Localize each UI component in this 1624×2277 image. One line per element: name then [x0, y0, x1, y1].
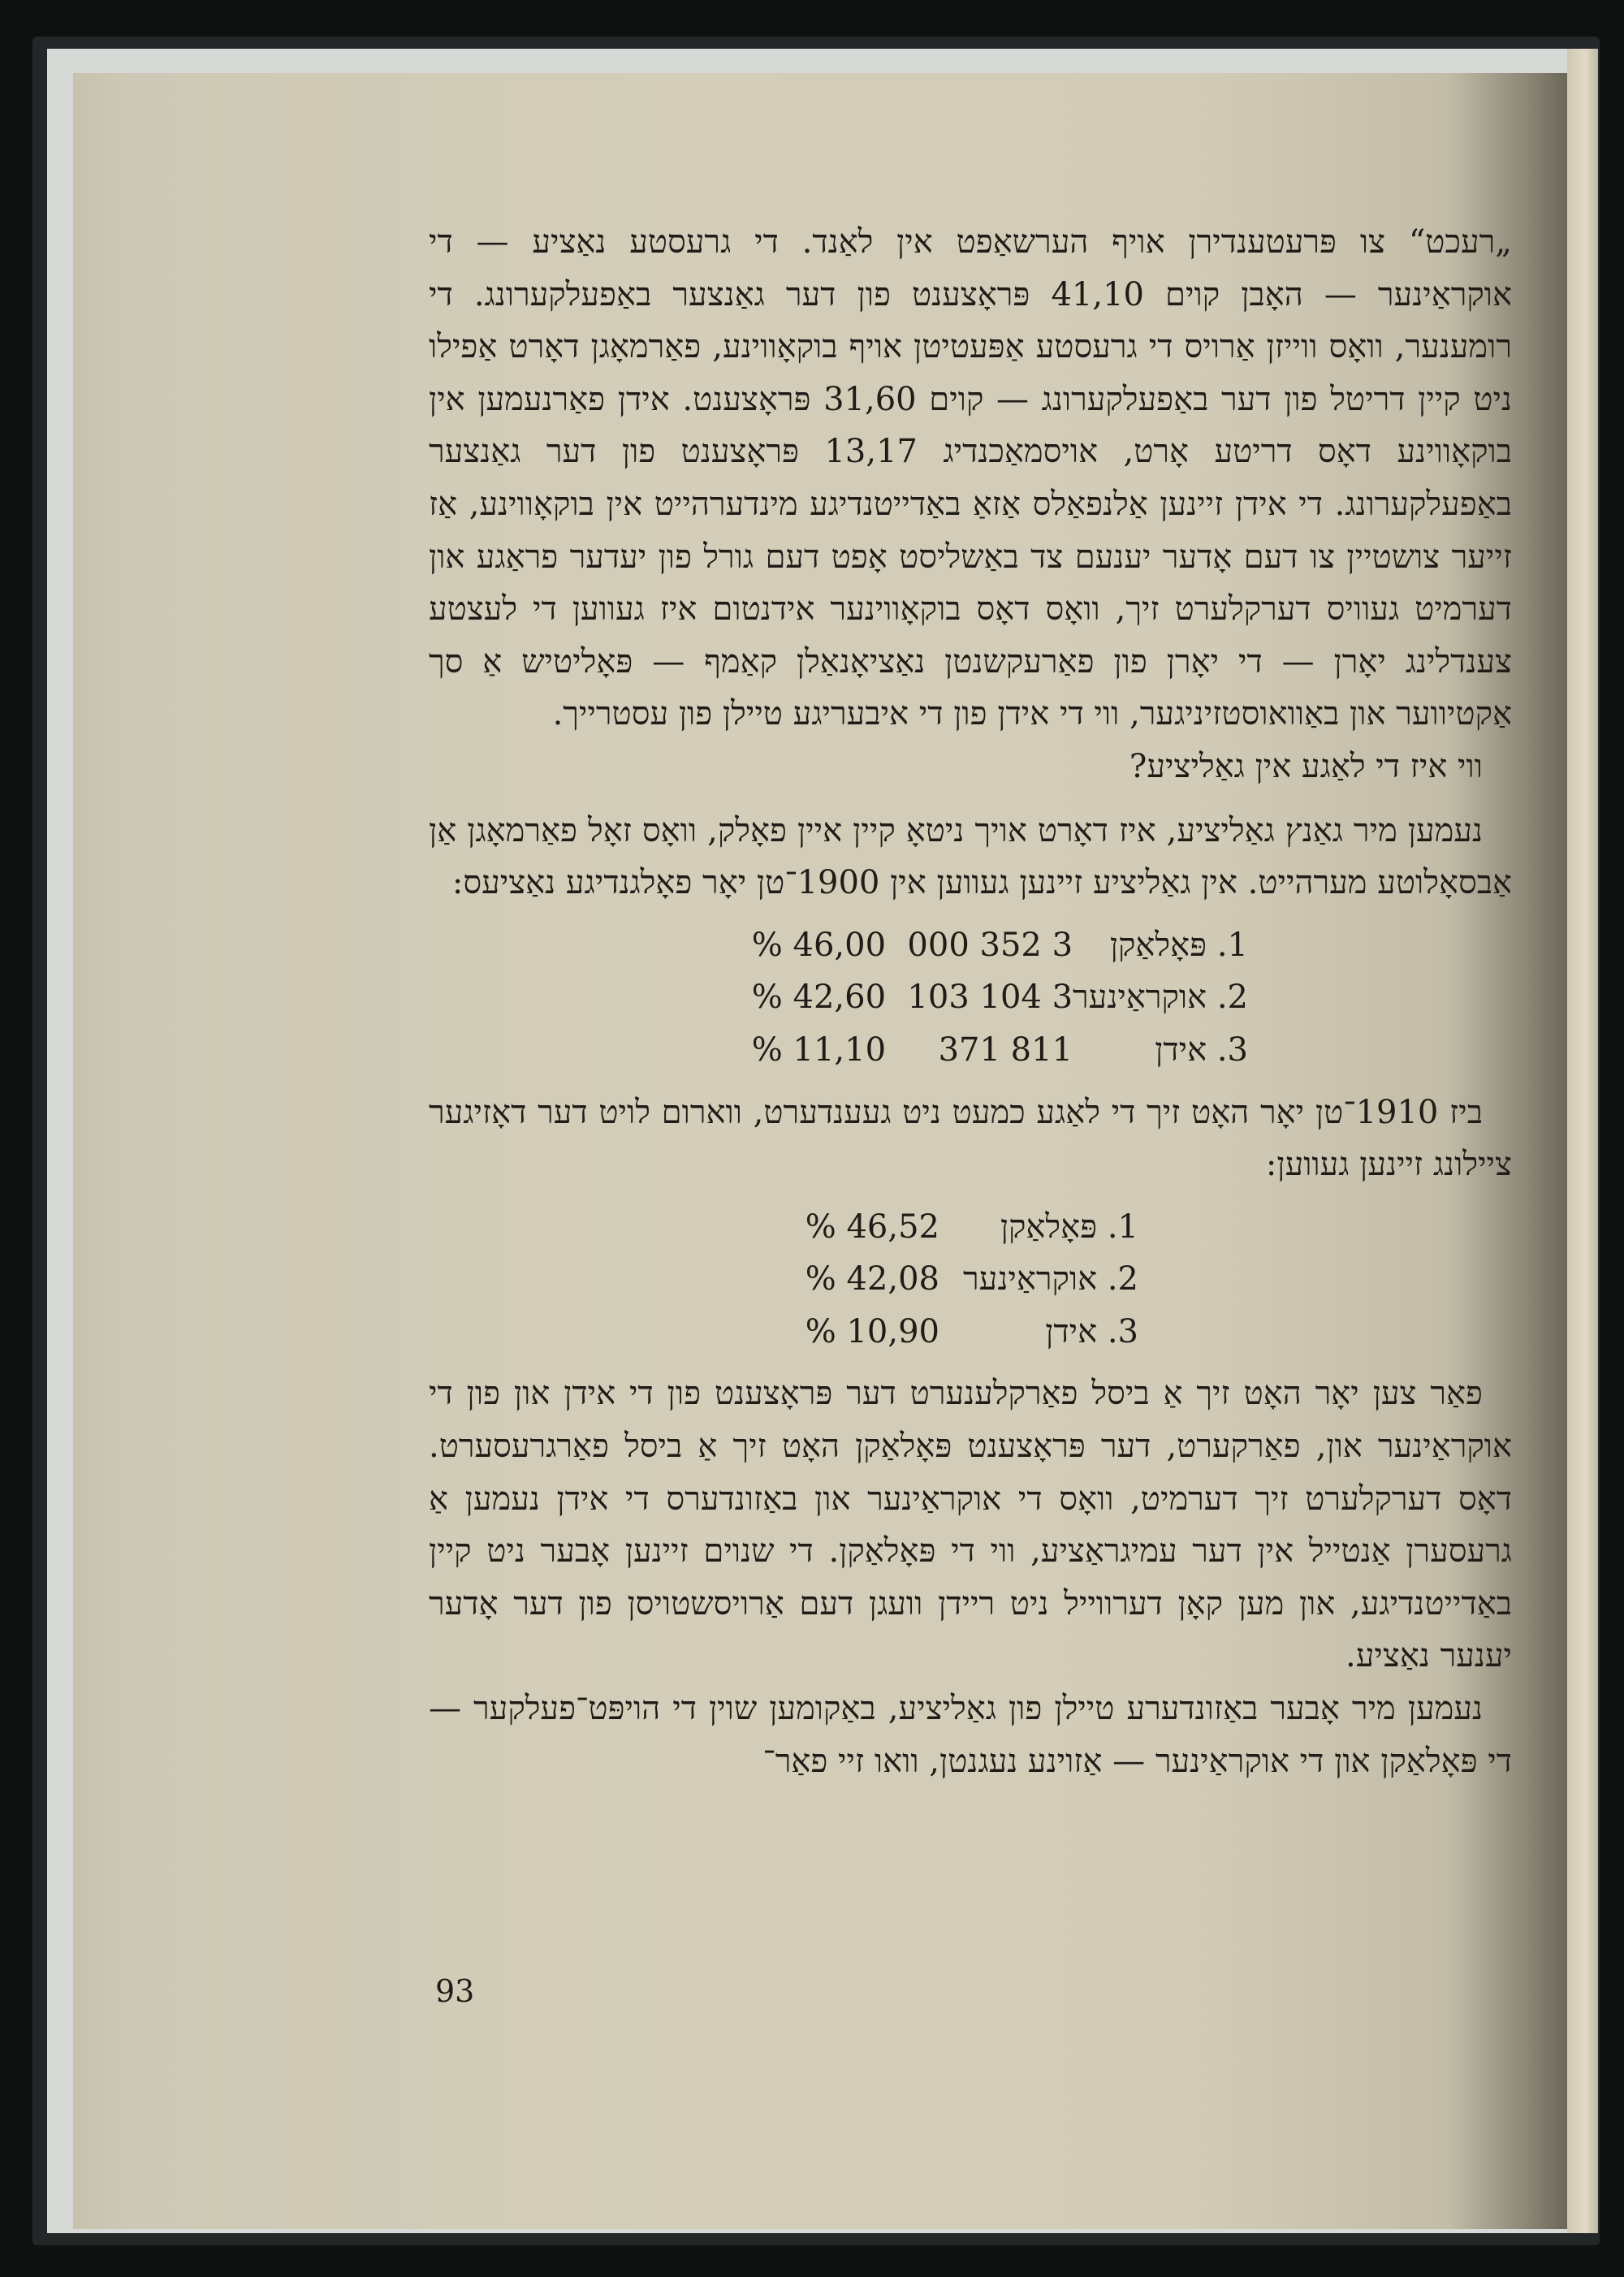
nation-name: 3. אידן — [1155, 1030, 1248, 1069]
question-line: ווי איז די לאַגע אין גאַליציע? — [1129, 747, 1483, 785]
nation-name: 2. אוקראַינער — [1073, 979, 1248, 1017]
table-row — [707, 919, 1248, 972]
paragraph-regions: נעמען מיר אָבער באַזונדערע טיילן פון גאַליציע, באַקומען שוין די הויפּט־פעלקער — די פּאָלאַקן און די אוקראַינער — אַזוינע נעגנטן, וואו זיי פאַר־ — [429, 1690, 1512, 1780]
population-percent: 42,08 % — [805, 1260, 939, 1298]
population-table-1900 — [707, 919, 1248, 1077]
nation-name: 2. אוקראַינער — [963, 1260, 1138, 1298]
population-percent: 11,10 % — [751, 1030, 887, 1069]
table-row — [769, 1253, 1138, 1306]
page-number: 93 — [435, 1973, 475, 2009]
paragraph-1910: ביז 1910־טן יאָר האָט זיך די לאַגע כמעט ניט געענדערט, ווארום לויט דער דאָזיגער ציילונג זיינען געווען: — [429, 1093, 1512, 1184]
paragraph-decade: פאַר צען יאָר האָט זיך אַ ביסל פאַרקלענערט דער פּראָצענט פון די אידן און פון די אוקראַינער און, פאַרקערט, דער פּראָצענט פּאָלאַקן האָט זיך אַ ביסל פאַרגרעסערט. דאָס דערקלערט זיך דערמיט, וואָס די אוקראַינער און באַזונדערס די אידן נעמען אַ גרעסערן אַנטייל אין דער עמיגראַציע, ווי די פּאָלאַקן. די שנוים זיינען אָבער ניט קיין באַדייטנדיגע, און מען קאָן דערווייל ניט ריידן וועגן דעם אַרויסשטויסן פון דער אָדער יענער נאַציע. — [429, 1375, 1512, 1675]
next-page-edge — [1567, 49, 1598, 2233]
table-row — [769, 1306, 1138, 1359]
page-text — [429, 216, 1512, 1787]
nation-name: 1. פּאָלאַקן — [1000, 1208, 1138, 1246]
nation-name: 1. פּאָלאַקן — [1109, 926, 1248, 964]
table-row — [707, 971, 1248, 1024]
population-percent: 46,00 % — [751, 926, 887, 964]
population-table-1910 — [769, 1201, 1138, 1359]
population-count: 811 371 — [938, 1030, 1073, 1069]
population-percent: 42,60 % — [751, 979, 887, 1017]
population-percent: 10,90 % — [805, 1312, 939, 1350]
population-count: 3 104 103 — [907, 979, 1073, 1017]
paragraph-1: „רעכט“ צו פּרעטענדירן אויף הערשאַפט אין לאַנד. די גרעסטע נאַציע — די אוקראַינער — האָבן קוים 41,10 פּראָצענט פון דער גאַנצער באַפעלקערונג. די רומענער, וואָס ווייזן אַרויס די גרעסטע אַפּעטיטן אויף בוקאָווינע, פאַרמאָגן דאָרט אַפילו ניט קיין דריטל פון דער באַפעלקערונג — קוים 31,60 פּראָצענט. אידן פאַרנעמען אין בוקאָווינע דאָס דריטע אָרט, אויסמאַכנדיג 13,17 פּראָצענט פון דער גאַנצער באַפעלקערונג. די אידן זיינען אַלנפאַלס אַזאַ באַדייטנדיגע מינדערהייט אין בוקאָווינע, אַז זייער צושטיין צו דעם אָדער יענעם צד באַשליסט אָפט דעם גורל פון יעדער פראַגע און דערמיט געוויס דערקלערט זיך, וואָס דאָס בוקאָווינער אידנטום איז געווען די לעצטע צענדלינג יאָרן — די יאָרן פון פאַרעקשנטן נאַציאָנאַלן קאַמף — פּאָליטיש אַ סך אַקטיווער און באַוואוסטזיניגער, ווי די אידן פון די איבעריגע טיילן פון עסטרייך. — [429, 223, 1513, 733]
population-percent: 46,52 % — [805, 1208, 939, 1246]
table-row — [769, 1201, 1138, 1254]
population-count: 3 352 000 — [907, 926, 1073, 964]
nation-name: 3. אידן — [1045, 1312, 1138, 1350]
table-row — [707, 1024, 1248, 1077]
paragraph-galicia: נעמען מיר גאַנץ גאַליציע, איז דאָרט אויך ניטאָ קיין איין פאָלק, וואָס זאָל פאַרמאָגן אַן אַבסאָלוטע מערהייט. אין גאַליציע זיינען געווען אין 1900־טן יאָר פאָלגנדיגע נאַציעס: — [429, 811, 1512, 902]
